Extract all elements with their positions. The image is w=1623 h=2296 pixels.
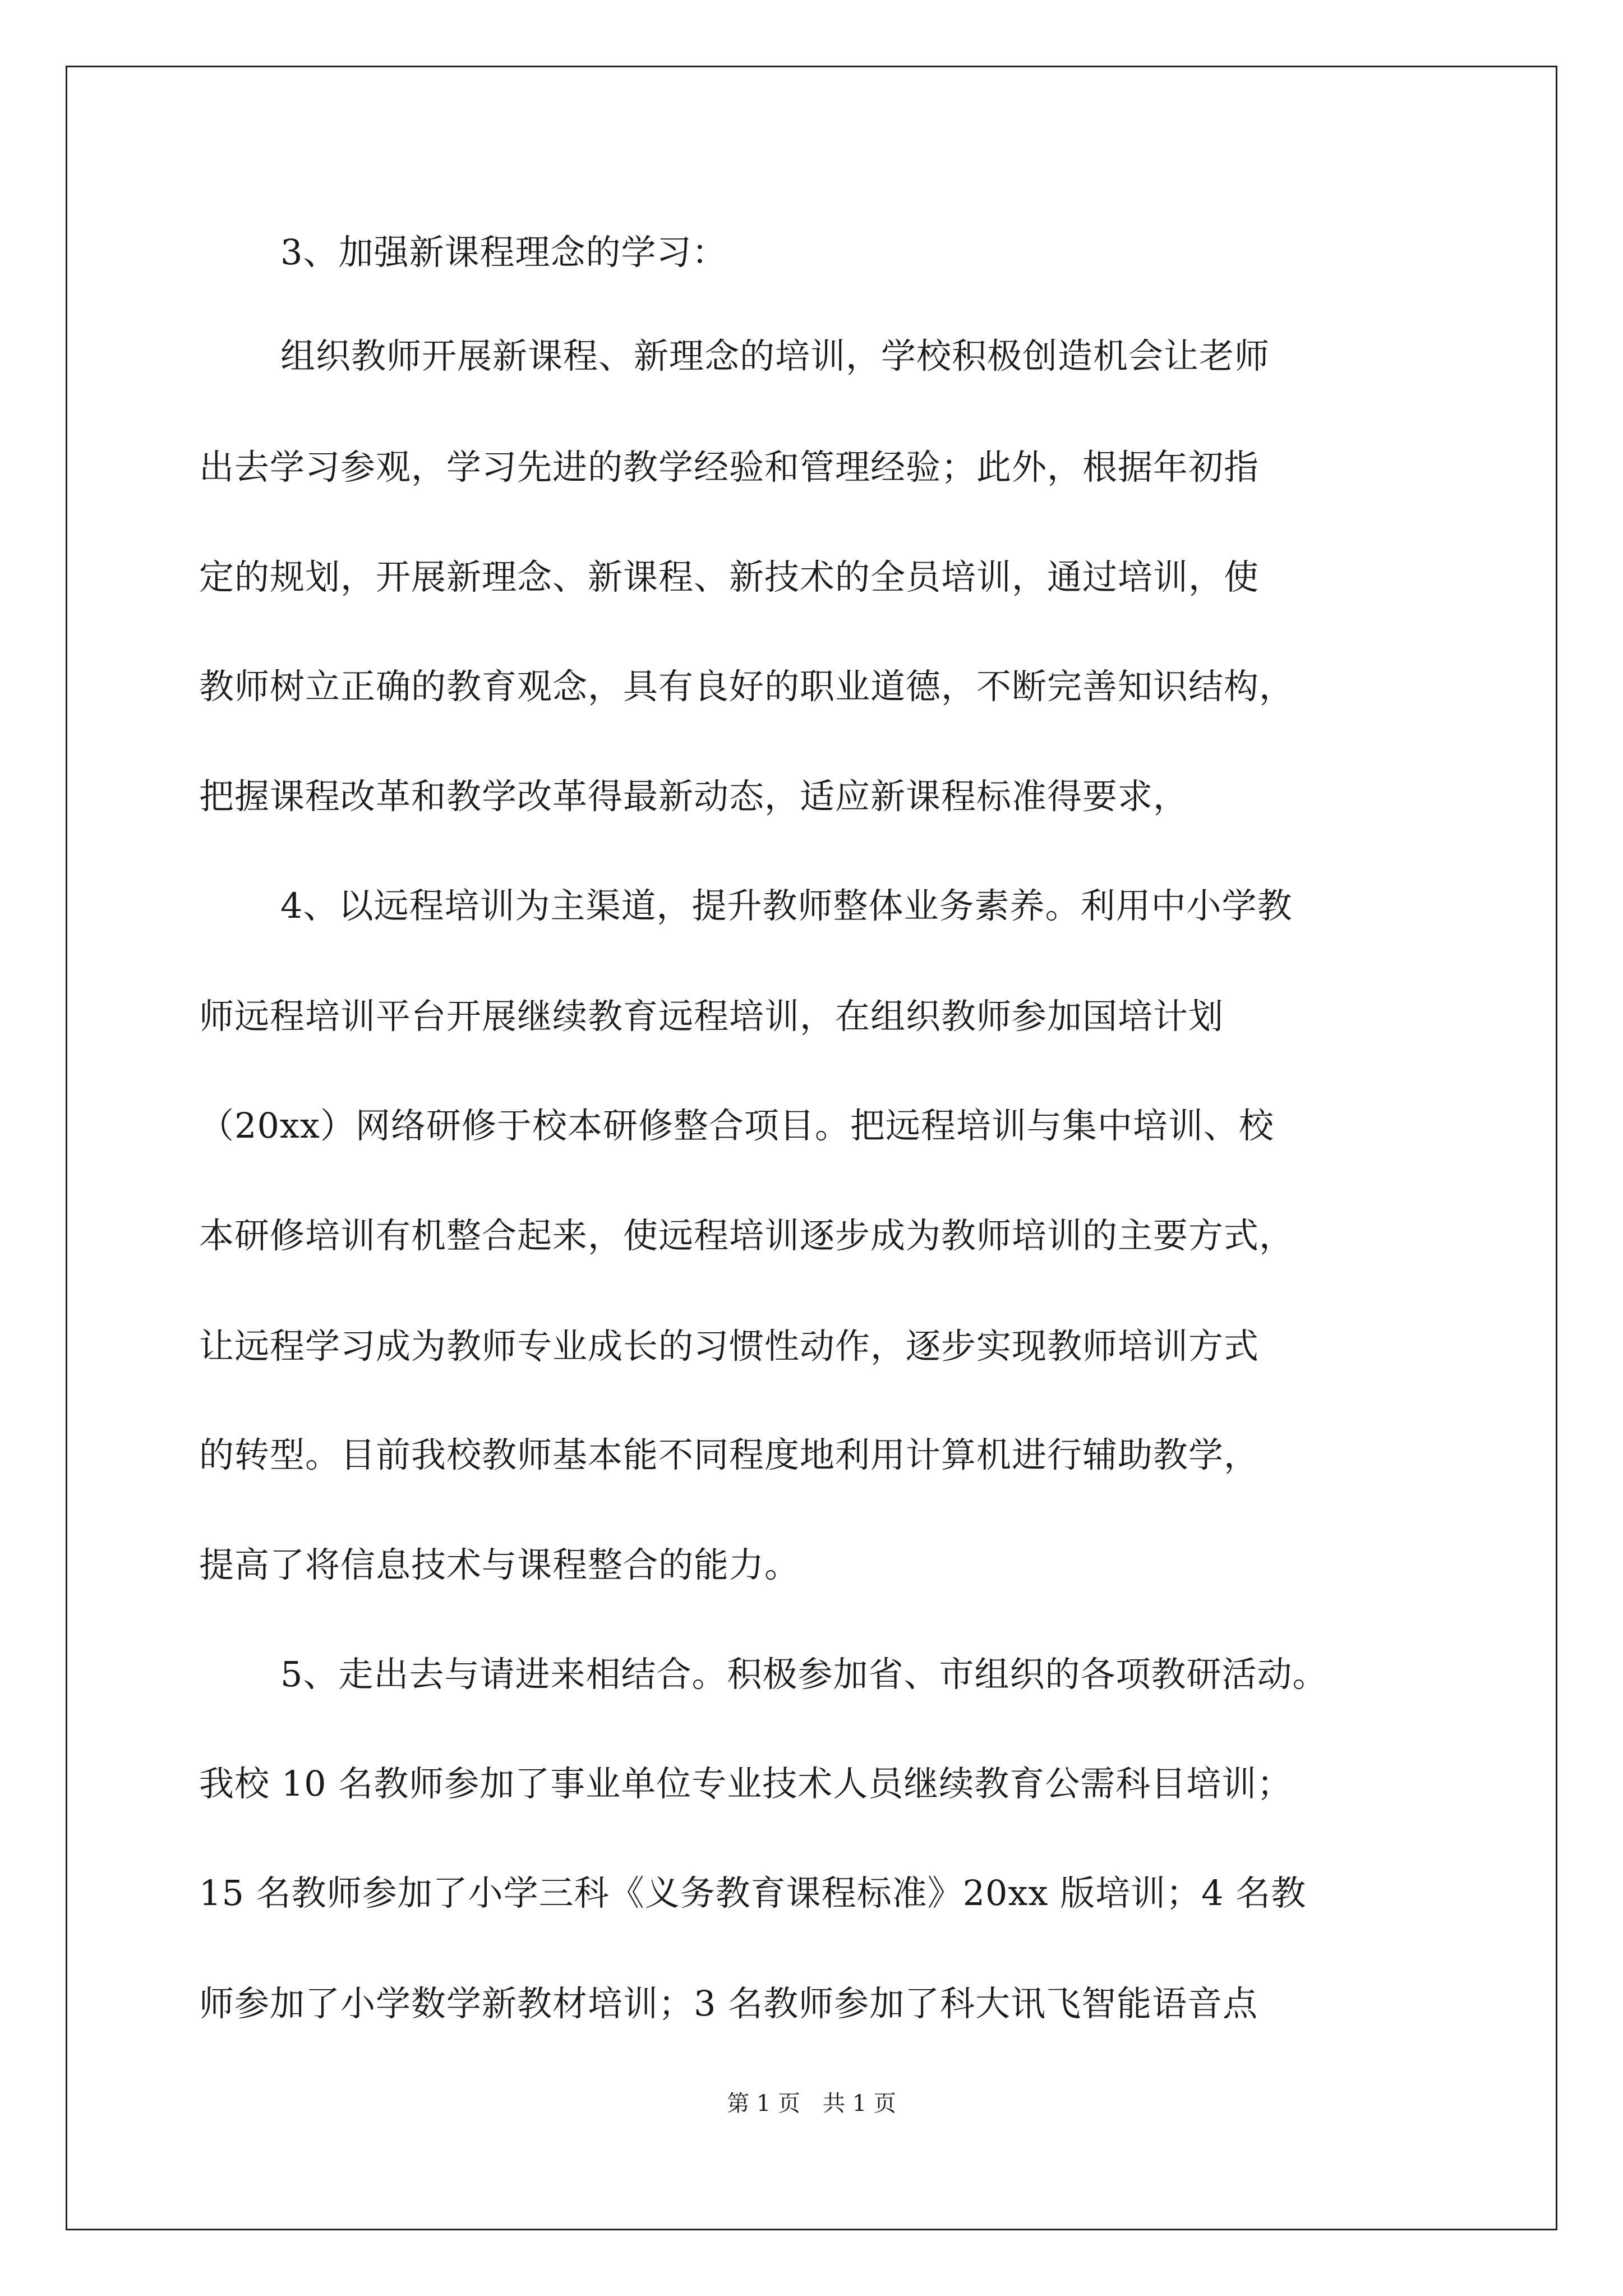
paragraph-line: 提高了将信息技术与课程整合的能力。	[199, 1544, 800, 1585]
paragraph-line: 师参加了小学数学新教材培训；3 名教师参加了科大讯飞智能语音点	[199, 1983, 1258, 2024]
paragraph-line: 定的规划，开展新理念、新课程、新技术的全员培训，通过培训，使	[199, 556, 1260, 597]
paragraph-line: 出去学习参观，学习先进的教学经验和管理经验；此外，根据年初指	[199, 447, 1260, 487]
paragraph-line: 4、以远程培训为主渠道，提升教师整体业务素养。利用中小学教	[280, 885, 1293, 926]
paragraph-line: 本研修培训有机整合起来，使远程培训逐步成为教师培训的主要方式，	[199, 1215, 1295, 1256]
paragraph-line: （20xx）网络研修于校本研修整合项目。把远程培训与集中培训、校	[199, 1105, 1274, 1146]
paragraph-line: 师远程培训平台开展继续教育远程培训，在组织教师参加国培计划	[199, 996, 1224, 1037]
paragraph-line: 5、走出去与请进来相结合。积极参加省、市组织的各项教研活动。	[280, 1654, 1328, 1695]
paragraph-line: 教师树立正确的教育观念，具有良好的职业道德，不断完善知识结构，	[199, 666, 1295, 707]
paragraph-line: 的转型。目前我校教师基本能不同程度地利用计算机进行辅助教学，	[199, 1434, 1260, 1475]
heading-line: 3、加强新课程理念的学习：	[280, 232, 727, 273]
paragraph-line: 让远程学习成为教师专业成长的习惯性动作，逐步实现教师培训方式	[199, 1326, 1260, 1366]
paragraph-line: 15 名教师参加了小学三科《义务教育课程标准》20xx 版培训；4 名教	[199, 1872, 1307, 1913]
page-footer: 第 1 页 共 1 页	[727, 2091, 896, 2116]
paragraph-line: 把握课程改革和教学改革得最新动态，适应新课程标准得要求，	[199, 776, 1189, 817]
paragraph-line: 我校 10 名教师参加了事业单位专业技术人员继续教育公需科目培训；	[199, 1763, 1293, 1804]
paragraph-line: 组织教师开展新课程、新理念的培训，学校积极创造机会让老师	[280, 335, 1270, 376]
